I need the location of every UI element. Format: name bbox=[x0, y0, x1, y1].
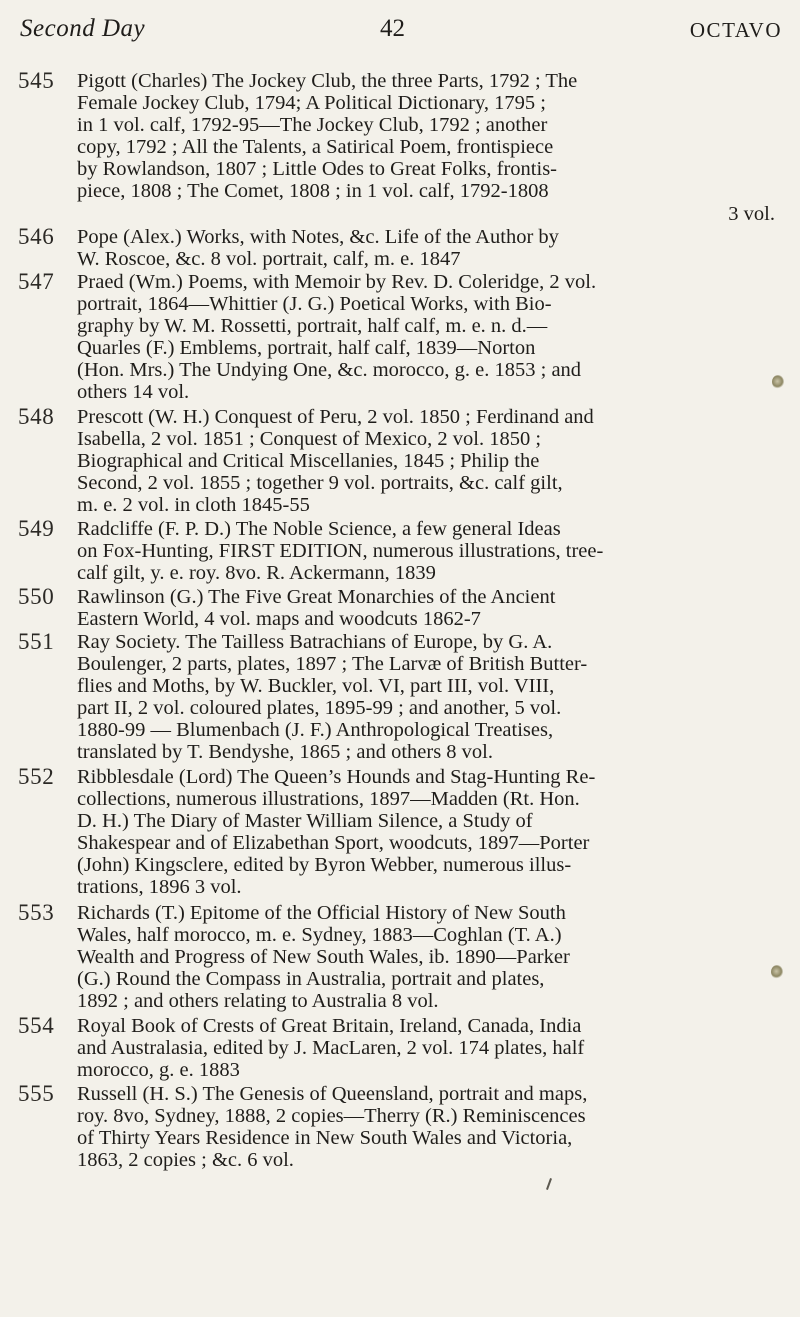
lot-line: Wales, half morocco, m. e. Sydney, 1883—Coghlan (T. A.) bbox=[77, 924, 562, 947]
lot-line: translated by T. Bendyshe, 1865 ; and others 8 vol. bbox=[77, 741, 494, 764]
lot-line: trations, 1896 3 vol. bbox=[77, 876, 242, 899]
lot-line: Praed (Wm.) Poems, with Memoir by Rev. D. Coleridge, 2 vol. bbox=[77, 271, 597, 293]
page-header bbox=[20, 15, 782, 55]
lot-line: 1863, 2 copies ; &c. 6 vol. bbox=[77, 1149, 294, 1172]
lot-description bbox=[77, 631, 777, 764]
lot-line: 1892 ; and others relating to Australia 8 vol. bbox=[77, 990, 439, 1013]
lot-line: Ray Society. The Tailless Batrachians of Europe, by G. A. bbox=[77, 631, 553, 653]
lot-line: flies and Moths, by W. Buckler, vol. VI, part III, vol. VIII, bbox=[77, 675, 555, 698]
lot-description bbox=[77, 902, 777, 1012]
lot-number: 547 bbox=[18, 269, 55, 294]
lot-line: Second, 2 vol. 1855 ; together 9 vol. portraits, &c. calf gilt, bbox=[77, 472, 563, 495]
lot-line: Radcliffe (F. P. D.) The Noble Science, a few general Ideas bbox=[77, 518, 561, 540]
lot-line: Pigott (Charles) The Jockey Club, the three Parts, 1792 ; The bbox=[77, 70, 578, 92]
lot-line: Biographical and Critical Miscellanies, 1845 ; Philip the bbox=[77, 450, 540, 473]
lot-line: others 14 vol. bbox=[77, 381, 190, 404]
lot-line: part II, 2 vol. coloured plates, 1895-99 ; and another, 5 vol. bbox=[77, 697, 562, 720]
margin-spot-mark bbox=[771, 965, 783, 979]
lot-line: Pope (Alex.) Works, with Notes, &c. Life of the Author by bbox=[77, 226, 559, 248]
lot-line: Boulenger, 2 parts, plates, 1897 ; The Larvæ of British Butter- bbox=[77, 653, 588, 676]
lot-line: in 1 vol. calf, 1792-95—The Jockey Club, 1792 ; another bbox=[77, 114, 548, 137]
lot-number: 553 bbox=[18, 900, 55, 925]
lot-line: Ribblesdale (Lord) The Queen’s Hounds and Stag-Hunting Re- bbox=[77, 766, 596, 788]
lot-line: Isabella, 2 vol. 1851 ; Conquest of Mexico, 2 vol. 1850 ; bbox=[77, 428, 542, 451]
lot-line: roy. 8vo, Sydney, 1888, 2 copies—Therry (R.) Reminiscences bbox=[77, 1105, 586, 1128]
lot-description bbox=[77, 226, 777, 270]
lot-line: Quarles (F.) Emblems, portrait, half calf, 1839—Norton bbox=[77, 337, 536, 360]
lot-line: graphy by W. M. Rossetti, portrait, half calf, m. e. n. d.— bbox=[77, 315, 548, 338]
lot-number: 545 bbox=[18, 68, 55, 93]
lot-description bbox=[77, 406, 777, 516]
lot-line: 1880-99 — Blumenbach (J. F.) Anthropological Treatises, bbox=[77, 719, 554, 742]
lot-line: Wealth and Progress of New South Wales, ib. 1890—Parker bbox=[77, 946, 570, 969]
lot-description bbox=[77, 271, 777, 404]
lot-line: Russell (H. S.) The Genesis of Queensland, portrait and maps, bbox=[77, 1083, 588, 1105]
lot-line: (Hon. Mrs.) The Undying One, &c. morocco, g. e. 1853 ; and bbox=[77, 359, 582, 382]
lot-line: and Australasia, edited by J. MacLaren, 2 vol. 174 plates, half bbox=[77, 1037, 585, 1060]
margin-spot-mark bbox=[772, 375, 784, 389]
lot-number: 546 bbox=[18, 224, 55, 249]
lot-number: 549 bbox=[18, 516, 55, 541]
header-section-title: Second Day bbox=[20, 15, 146, 42]
lot-line: morocco, g. e. 1883 bbox=[77, 1059, 240, 1082]
lot-line: piece, 1808 ; The Comet, 1808 ; in 1 vol. calf, 1792-1808 bbox=[77, 180, 549, 203]
lot-volume-count: 3 vol. bbox=[728, 202, 775, 225]
header-format: OCTAVO bbox=[689, 18, 782, 42]
lot-line: Female Jockey Club, 1794; A Political Dictionary, 1795 ; bbox=[77, 92, 546, 115]
lot-number: 551 bbox=[18, 629, 55, 654]
stray-pencil-mark bbox=[546, 1178, 552, 1190]
lot-line: copy, 1792 ; All the Talents, a Satirical Poem, frontispiece bbox=[77, 136, 554, 159]
lot-line: calf gilt, y. e. roy. 8vo. R. Ackermann, 1839 bbox=[77, 562, 436, 585]
lot-line: Eastern World, 4 vol. maps and woodcuts 1862-7 bbox=[77, 608, 481, 631]
header-page-number: 42 bbox=[380, 15, 405, 42]
lot-description bbox=[77, 518, 777, 584]
lot-description bbox=[77, 586, 777, 630]
lot-line: on Fox-Hunting, FIRST EDITION, numerous illustrations, tree- bbox=[77, 540, 604, 563]
lot-description bbox=[77, 1083, 777, 1171]
lot-line: D. H.) The Diary of Master William Silence, a Study of bbox=[77, 810, 533, 833]
lot-number: 552 bbox=[18, 764, 55, 789]
lot-number: 555 bbox=[18, 1081, 55, 1106]
lot-line: Rawlinson (G.) The Five Great Monarchies of the Ancient bbox=[77, 586, 556, 608]
lot-description bbox=[77, 70, 777, 225]
lot-number: 548 bbox=[18, 404, 55, 429]
lot-line: Shakespear and of Elizabethan Sport, woodcuts, 1897—Porter bbox=[77, 832, 590, 855]
lot-line: portrait, 1864—Whittier (J. G.) Poetical Works, with Bio- bbox=[77, 293, 552, 316]
lot-line: of Thirty Years Residence in New South Wales and Victoria, bbox=[77, 1127, 573, 1150]
lot-number: 554 bbox=[18, 1013, 55, 1038]
lot-line: W. Roscoe, &c. 8 vol. portrait, calf, m. e. 1847 bbox=[77, 248, 461, 271]
lot-line: (G.) Round the Compass in Australia, portrait and plates, bbox=[77, 968, 545, 991]
lot-description bbox=[77, 1015, 777, 1081]
lot-line: Richards (T.) Epitome of the Official History of New South bbox=[77, 902, 566, 924]
lot-line: Royal Book of Crests of Great Britain, Ireland, Canada, India bbox=[77, 1015, 582, 1037]
lot-number: 550 bbox=[18, 584, 55, 609]
lot-line: Prescott (W. H.) Conquest of Peru, 2 vol. 1850 ; Ferdinand and bbox=[77, 406, 594, 428]
lot-line: m. e. 2 vol. in cloth 1845-55 bbox=[77, 494, 310, 517]
lot-line: collections, numerous illustrations, 1897—Madden (Rt. Hon. bbox=[77, 788, 580, 811]
lot-line: by Rowlandson, 1807 ; Little Odes to Great Folks, frontis- bbox=[77, 158, 557, 181]
lot-line: (John) Kingsclere, edited by Byron Webber, numerous illus- bbox=[77, 854, 572, 877]
lot-description bbox=[77, 766, 777, 899]
